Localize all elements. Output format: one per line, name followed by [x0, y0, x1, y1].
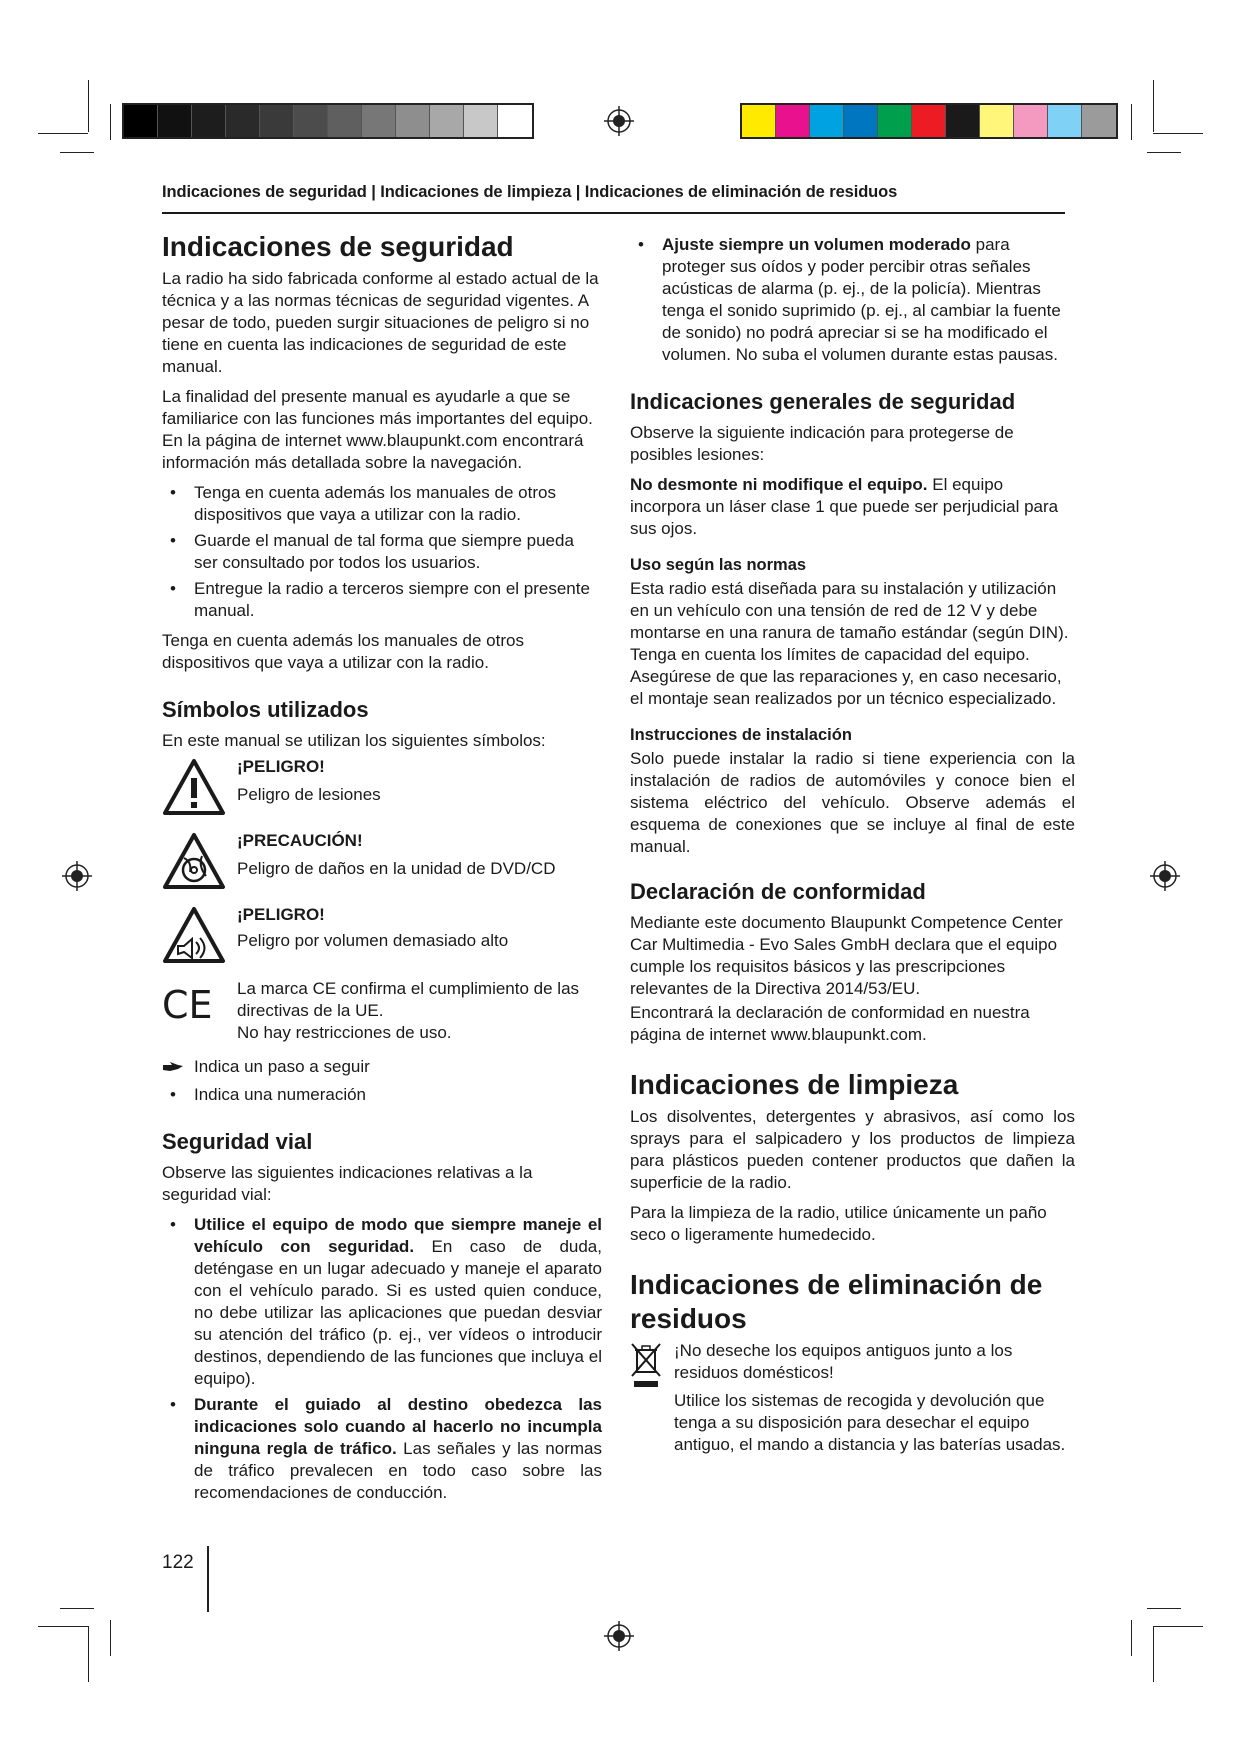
- color-colorbar: [740, 103, 1118, 139]
- conformity-heading: Declaración de conformidad: [630, 879, 926, 904]
- page-number: 122: [162, 1552, 194, 1573]
- color-swatch: [226, 105, 260, 137]
- symbol-danger-row: [162, 756, 602, 812]
- color-swatch: [1014, 105, 1048, 137]
- disposal-heading: Indicaciones de eliminación de residuos: [630, 1269, 1043, 1334]
- general-intro: Observe la siguiente indicación para protegerse de posibles lesiones:: [630, 423, 1014, 464]
- symbol-text: Peligro de lesiones: [237, 785, 381, 804]
- road-bullet-2-text: Las señales y las normas de tráfico prevalecen en todo caso sobre las recomendaciones de conducción.: [194, 1439, 602, 1502]
- list-item: • Tenga en cuenta además los manuales de otros dispositivos que vaya a utilizar con la radio.: [162, 482, 602, 526]
- registration-mark-icon: [604, 106, 634, 136]
- disposal-block: [630, 1340, 1075, 1456]
- road-intro: Observe las siguientes indicaciones relativas a la seguridad vial:: [162, 1163, 533, 1204]
- color-swatch: [430, 105, 464, 137]
- color-swatch: [328, 105, 362, 137]
- conformity-paragraph-2: Encontrará la declaración de conformidad en nuestra página de internet www.blaupunkt.com.: [630, 1003, 1030, 1044]
- left-column: [162, 230, 602, 1508]
- pointing-hand-icon: [162, 1056, 184, 1078]
- step-text: Indica un paso a seguir: [194, 1057, 370, 1076]
- general-safety-heading: Indicaciones generales de seguridad: [630, 389, 1016, 414]
- symbol-caution-row: [162, 830, 602, 886]
- cleaning-paragraph-1: Los disolventes, detergentes y abrasivos, así como los sprays para el salpicadero y los productos de limpieza para plásticos pueden contener productos que dañen la superficie de la radio.: [630, 1107, 1075, 1192]
- right-column: [630, 234, 1075, 1456]
- color-swatch: [1048, 105, 1082, 137]
- registration-mark-icon: [604, 1621, 634, 1651]
- color-swatch: [742, 105, 776, 137]
- color-swatch: [844, 105, 878, 137]
- color-swatch: [498, 105, 532, 137]
- installation-text: Solo puede instalar la radio si tiene experiencia con la instalación de radios de automóviles y conoce bien el sistema eléctrico del vehículo. Observe además el esquema de conexiones que se incluye al final de este manual.: [630, 749, 1075, 856]
- symbol-text: Peligro por volumen demasiado alto: [237, 931, 509, 950]
- symbol-ce-row: [162, 978, 602, 1044]
- symbol-volume-row: [162, 904, 602, 960]
- safety-heading: Indicaciones de seguridad: [162, 231, 514, 262]
- color-swatch: [396, 105, 430, 137]
- symbol-title: ¡PRECAUCIÓN!: [237, 831, 363, 850]
- disc-warning-icon: [162, 832, 226, 890]
- color-swatch: [362, 105, 396, 137]
- list-item: [630, 234, 1075, 366]
- general-bold: No desmonte ni modifique el equipo.: [630, 475, 928, 494]
- warning-triangle-icon: [162, 758, 226, 816]
- color-swatch: [776, 105, 810, 137]
- conformity-paragraph-1: Mediante este documento Blaupunkt Competence Center Car Multimedia - Evo Sales GmbH declara que el equipo cumple los requisitos básicos y las prescripciones relevantes de la Directiva 2014/53/EU.: [630, 913, 1063, 998]
- intro-paragraph-3: Tenga en cuenta además los manuales de otros dispositivos que vaya a utilizar con la radio.: [162, 631, 524, 672]
- color-swatch: [878, 105, 912, 137]
- road-bullet-1-bold: Utilice el equipo de modo que siempre maneje el vehículo con seguridad.: [194, 1215, 602, 1256]
- color-swatch: [946, 105, 980, 137]
- intro-paragraph-1: La radio ha sido fabricada conforme al estado actual de la técnica y a las normas técnicas de seguridad vigentes. A pesar de todo, pueden surgir situaciones de peligro si no tiene en cuenta las indicaciones de seguridad de este manual.: [162, 269, 599, 376]
- registration-mark-icon: [62, 861, 92, 891]
- installation-heading: Instrucciones de instalación: [630, 726, 852, 744]
- general-warning: [630, 474, 1075, 540]
- running-head: Indicaciones de seguridad | Indicaciones de limpieza | Indicaciones de eliminación de residuos: [162, 183, 898, 201]
- intended-use-heading: Uso según las normas: [630, 556, 807, 574]
- list-item: • Guarde el manual de tal forma que siempre pueda ser consultado por todos los usuarios.: [162, 530, 602, 574]
- color-swatch: [912, 105, 946, 137]
- road-safety-heading: Seguridad vial: [162, 1129, 313, 1154]
- color-swatch: [260, 105, 294, 137]
- color-swatch: [192, 105, 226, 137]
- road-bullet-1-text: En caso de duda, deténgase en un lugar adecuado y maneje el aparato con el vehículo parado. Si es usted quien conduce, no debe utilizar las aplicaciones que puedan desviar su atención del tráfico (p. ej., ver vídeos o introducir destinos, dependiendo de las funciones que incluya el equipo).: [194, 1237, 602, 1388]
- cleaning-paragraph-2: Para la limpieza de la radio, utilice únicamente un paño seco o ligeramente humedecido.: [630, 1203, 1047, 1244]
- symbols-intro: En este manual se utilizan los siguientes símbolos:: [162, 731, 546, 750]
- volume-bold: Ajuste siempre un volumen moderado: [662, 235, 971, 254]
- general-text: El equipo incorpora un láser clase 1 que puede ser perjudicial para sus ojos.: [630, 475, 1059, 538]
- ce-text-2: No hay restricciones de uso.: [237, 1023, 452, 1042]
- ce-text: La marca CE confirma el cumplimiento de las directivas de la UE.: [237, 979, 580, 1020]
- color-swatch: [980, 105, 1014, 137]
- symbols-heading: Símbolos utilizados: [162, 697, 369, 722]
- color-swatch: [158, 105, 192, 137]
- crossed-bin-icon: [630, 1342, 662, 1388]
- volume-text: para proteger sus oídos y poder percibir otras señales acústicas de alarma (p. ej., de la policía). Mientras tenga el sonido suprimido (p. ej., al cambiar la fuente de sonido) no podrá apreciar si se ha modificado el volumen. No suba el volumen durante estas pausas.: [662, 235, 1061, 364]
- disposal-paragraph-2: Utilice los sistemas de recogida y devolución que tenga a su disposición para desechar el equipo antiguo, el mando a distancia y las baterías usadas.: [674, 1391, 1066, 1454]
- disposal-paragraph-1: ¡No deseche los equipos antiguos junto a los residuos domésticos!: [674, 1341, 1013, 1382]
- list-item: [162, 1214, 602, 1390]
- intro-paragraph-2: La finalidad del presente manual es ayudarle a que se familiarice con las funciones más importantes del equipo. En la página de internet www.blaupunkt.com encontrará información más detallada sobre la navegación.: [162, 387, 593, 472]
- legend-enum-row: • Indica una numeración: [162, 1084, 602, 1106]
- loud-volume-warning-icon: [162, 906, 226, 964]
- symbol-title: ¡PELIGRO!: [237, 905, 325, 924]
- color-swatch: [810, 105, 844, 137]
- symbol-text: Peligro de daños en la unidad de DVD/CD: [237, 859, 556, 878]
- page-number-rule: [207, 1546, 209, 1612]
- color-swatch: [294, 105, 328, 137]
- road-bullet-2-bold: Durante el guiado al destino obedezca las indicaciones solo cuando al hacerlo no incumpla ninguna regla de tráfico.: [194, 1395, 602, 1458]
- symbol-title: ¡PELIGRO!: [237, 757, 325, 776]
- cleaning-heading: Indicaciones de limpieza: [630, 1069, 959, 1100]
- legend-step-row: [162, 1056, 602, 1078]
- color-swatch: [1082, 105, 1116, 137]
- grayscale-colorbar: [122, 103, 534, 139]
- intended-use-text: Esta radio está diseñada para su instalación y utilización en un vehículo con una tensión de red de 12 V y debe montarse en una ranura de tamaño estándar (según DIN). Tenga en cuenta los límites de capacidad del equipo. Asegúrese de que las reparaciones y, en caso necesario, el montaje sean realizados por un técnico especializado.: [630, 579, 1069, 708]
- header-rule: [162, 212, 1065, 214]
- list-item: [162, 1394, 602, 1504]
- ce-mark-icon: CE: [162, 983, 213, 1027]
- color-swatch: [464, 105, 498, 137]
- color-swatch: [124, 105, 158, 137]
- list-item: • Entregue la radio a terceros siempre con el presente manual.: [162, 578, 602, 622]
- registration-mark-icon: [1150, 861, 1180, 891]
